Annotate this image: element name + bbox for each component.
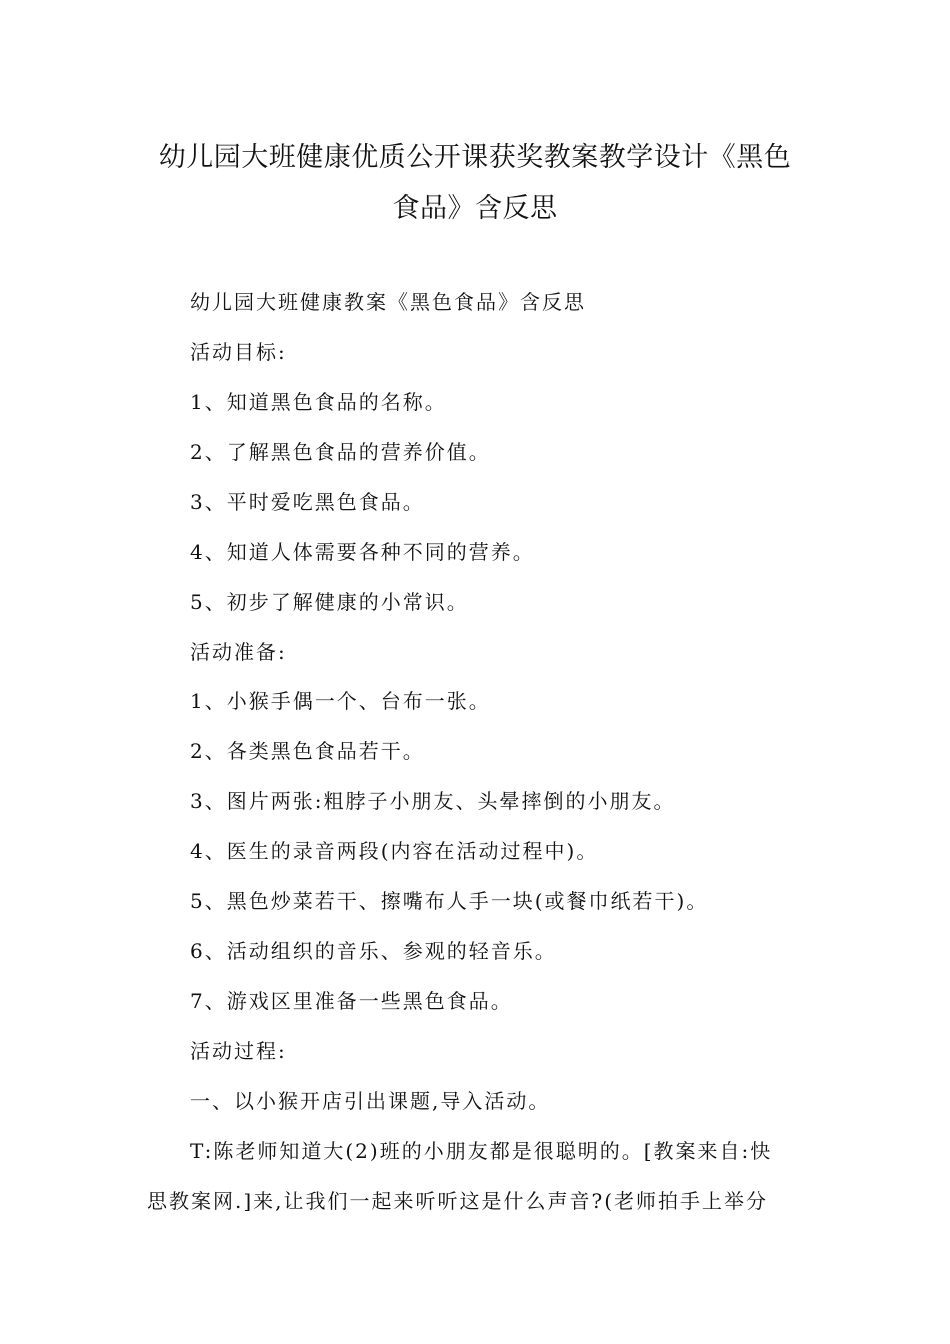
goal-item: 2、了解黑色食品的营养价值。 xyxy=(190,440,491,464)
process-step: 一、以小猴开店引出课题,导入活动。 xyxy=(190,1089,551,1113)
heading-activity-process: 活动过程: xyxy=(190,1039,287,1063)
process-paragraph-continuation: 思教案网.]来,让我们一起来听听这是什么声音?(老师拍手上举分 xyxy=(147,1189,769,1213)
preparation-item: 6、活动组织的音乐、参观的轻音乐。 xyxy=(190,939,557,963)
goal-item: 1、知道黑色食品的名称。 xyxy=(190,390,447,414)
document-title-line-1: 幼儿园大班健康优质公开课获奖教案教学设计《黑色 xyxy=(158,142,792,173)
heading-activity-preparation: 活动准备: xyxy=(190,640,287,664)
paragraph-subtitle: 幼儿园大班健康教案《黑色食品》含反思 xyxy=(190,290,586,314)
preparation-item: 1、小猴手偶一个、台布一张。 xyxy=(190,689,491,713)
document-title-line-2: 食品》含反思 xyxy=(392,193,558,224)
heading-activity-goals: 活动目标: xyxy=(190,340,287,364)
process-paragraph: T:陈老师知道大(2)班的小朋友都是很聪明的。[教案来自:快 xyxy=(190,1139,773,1163)
goal-item: 5、初步了解健康的小常识。 xyxy=(190,590,469,614)
preparation-item: 2、各类黑色食品若干。 xyxy=(190,739,425,763)
goal-item: 3、平时爱吃黑色食品。 xyxy=(190,490,425,514)
preparation-item: 5、黑色炒菜若干、擦嘴布人手一块(或餐巾纸若干)。 xyxy=(190,889,709,913)
preparation-item: 3、图片两张:粗脖子小朋友、头晕摔倒的小朋友。 xyxy=(190,789,676,813)
preparation-item: 7、游戏区里准备一些黑色食品。 xyxy=(190,989,513,1013)
preparation-item: 4、医生的录音两段(内容在活动过程中)。 xyxy=(190,839,599,863)
goal-item: 4、知道人体需要各种不同的营养。 xyxy=(190,540,535,564)
